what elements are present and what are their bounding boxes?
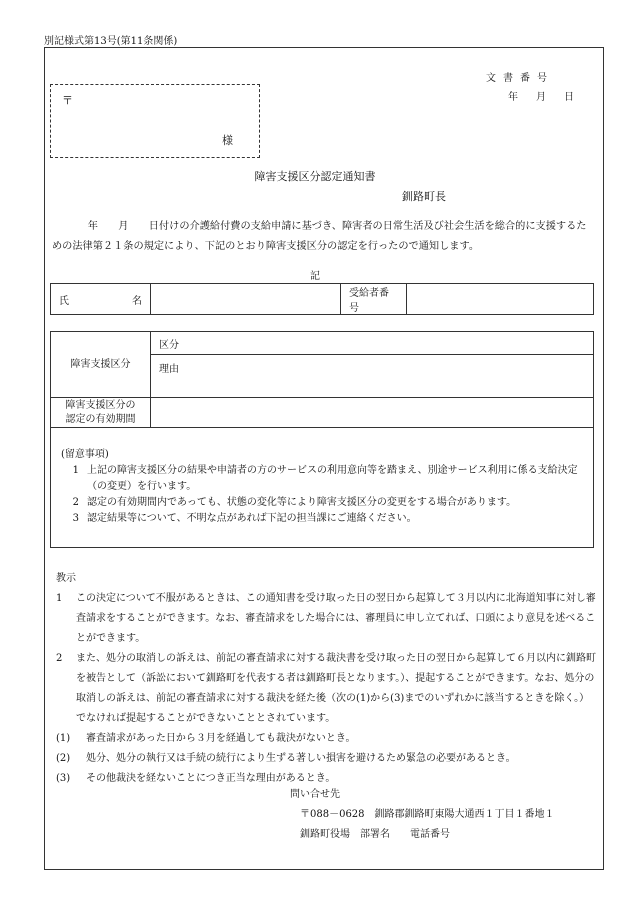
kyoji-sub-text: 処分、処分の執行又は手続の続行により生ずる著しい損害を避けるため緊急の必要があるとき。 <box>86 753 516 764</box>
kubun-cell: 区分 <box>151 332 594 355</box>
sender-name: 釧路町長 <box>402 190 446 203</box>
document-number-label: 文書番号 <box>486 73 554 84</box>
contact-address-line <box>300 805 555 825</box>
contact-phone: 電話番号 <box>410 829 450 840</box>
contact-block <box>290 785 555 845</box>
date-month: 月 <box>536 92 546 103</box>
kyoji-item: 1 この決定について不服があるときは、この通知書を受け取った日の翌日から起算して３月以内に北海道知事に対し審査請求をすることができます。なお、審査請求をした場合には、審理員に申し立てれば、口頭により意見を述べることができます。 <box>56 589 596 649</box>
note-item: 3 認定結果等について、不明な点があれば下記の担当課にご連絡ください。 <box>61 511 583 527</box>
note-text: 認定の有効期間内であっても、状態の変化等により障害支援区分の変更をする場合があります。 <box>87 497 517 508</box>
name-label-mei: 名 <box>132 295 142 307</box>
body-text: 年 月 日付けの介護給付費の支給申請に基づき、障害者の日常生活及び社会生活を総合的に支援するための法律第２１条の規定により、下記のとおり障害支援区分の認定を行ったので通知します。 <box>52 221 587 252</box>
validity-label-cell <box>51 398 151 428</box>
contact-office-line <box>300 825 555 845</box>
document-title: 障害支援区分認定通知書 <box>254 170 376 183</box>
kyoji-sub-text: その他裁決を経ないことにつき正当な理由があるとき。 <box>86 773 336 784</box>
kyoji-item: 2 また、処分の取消しの訴えは、前記の審査請求に対する裁決書を受け取った日の翌日から起算して６月以内に釧路町を被告として（訴訟において釧路町を代表する者は釧路町長となります。）、提起することができます。なお、処分の取消しの訴えは、前記の審査請求に対する裁決を経た後（次の(1)から(3)までのいずれかに該当するときを除く。）でなければ提起することができないこととされています。 <box>56 649 596 729</box>
kyoji-heading: 教示 <box>56 573 76 584</box>
postal-mark: 〒 <box>62 94 73 107</box>
recipient-table <box>50 283 594 315</box>
contact-dept: 部署名 <box>360 829 390 840</box>
notes-box <box>50 427 594 548</box>
note-text: 認定結果等について、不明な点があれば下記の担当課にご連絡ください。 <box>87 513 417 524</box>
name-value-cell <box>151 284 341 315</box>
recipient-no-value-cell <box>407 284 594 315</box>
kyoji-sub-item: (3) その他裁決を経ないことにつき正当な理由があるとき。 <box>56 769 596 789</box>
notes-heading: (留意事項) <box>61 449 109 460</box>
name-label-cell <box>51 284 151 315</box>
honorific-sama: 様 <box>222 134 233 147</box>
riyuu-cell: 理由 <box>151 355 594 398</box>
validity-label-line1: 障害支援区分の <box>65 399 136 411</box>
contact-heading: 問い合せ先 <box>290 789 340 800</box>
category-label-cell: 障害支援区分 <box>51 332 151 398</box>
contact-postal: 〒088－0628 <box>300 809 365 820</box>
category-table <box>50 331 594 428</box>
note-text: 上記の障害支援区分の結果や申請者の方のサービスの利用意向等を踏まえ、別途サービス利用に係る支給決定（の変更）を行います。 <box>87 465 578 492</box>
note-item: 1 上記の障害支援区分の結果や申請者の方のサービスの利用意向等を踏まえ、別途サービス利用に係る支給決定（の変更）を行います。 <box>61 463 583 495</box>
kyoji-section <box>56 569 596 789</box>
name-label-shi: 氏 <box>59 295 69 307</box>
date-year: 年 <box>508 92 518 103</box>
validity-label-line2: 認定の有効期間 <box>65 413 136 425</box>
document-date <box>508 88 574 103</box>
kyoji-sub-text: 審査請求があった日から３月を経過しても裁決がないとき。 <box>86 733 356 744</box>
recipient-no-label-cell: 受給者番号 <box>341 284 407 315</box>
kyoji-sub-item: (1) 審査請求があった日から３月を経過しても裁決がないとき。 <box>56 729 596 749</box>
form-number-label: 別記様式第13号(第11条関係) <box>44 36 178 47</box>
contact-address: 釧路郡釧路町東陽大通西１丁目１番地１ <box>374 809 555 820</box>
validity-value-cell <box>151 398 594 428</box>
kyoji-text: また、処分の取消しの訴えは、前記の審査請求に対する裁決書を受け取った日の翌日から起算して６月以内に釧路町を被告として（訴訟において釧路町を代表する者は釧路町長となります。）、提起することができます。なお、処分の取消しの訴えは、前記の審査請求に対する裁決を経た後（次の(1)から(3)までのいずれかに該当するときを除く。）でなければ提起することができないこととされています。 <box>76 653 596 724</box>
kyoji-sub-item: (2) 処分、処分の執行又は手続の続行により生ずる著しい損害を避けるため緊急の必要があるとき。 <box>56 749 596 769</box>
ki-marker: 記 <box>310 271 320 282</box>
note-item: 2 認定の有効期間内であっても、状態の変化等により障害支援区分の変更をする場合があります。 <box>61 495 583 511</box>
contact-office: 釧路町役場 <box>300 829 350 840</box>
date-day: 日 <box>564 92 574 103</box>
kyoji-text: この決定について不服があるときは、この通知書を受け取った日の翌日から起算して３月以内に北海道知事に対し審査請求をすることができます。なお、審査請求をした場合には、審理員に申し立てれば、口頭により意見を述べることができます。 <box>76 593 596 644</box>
